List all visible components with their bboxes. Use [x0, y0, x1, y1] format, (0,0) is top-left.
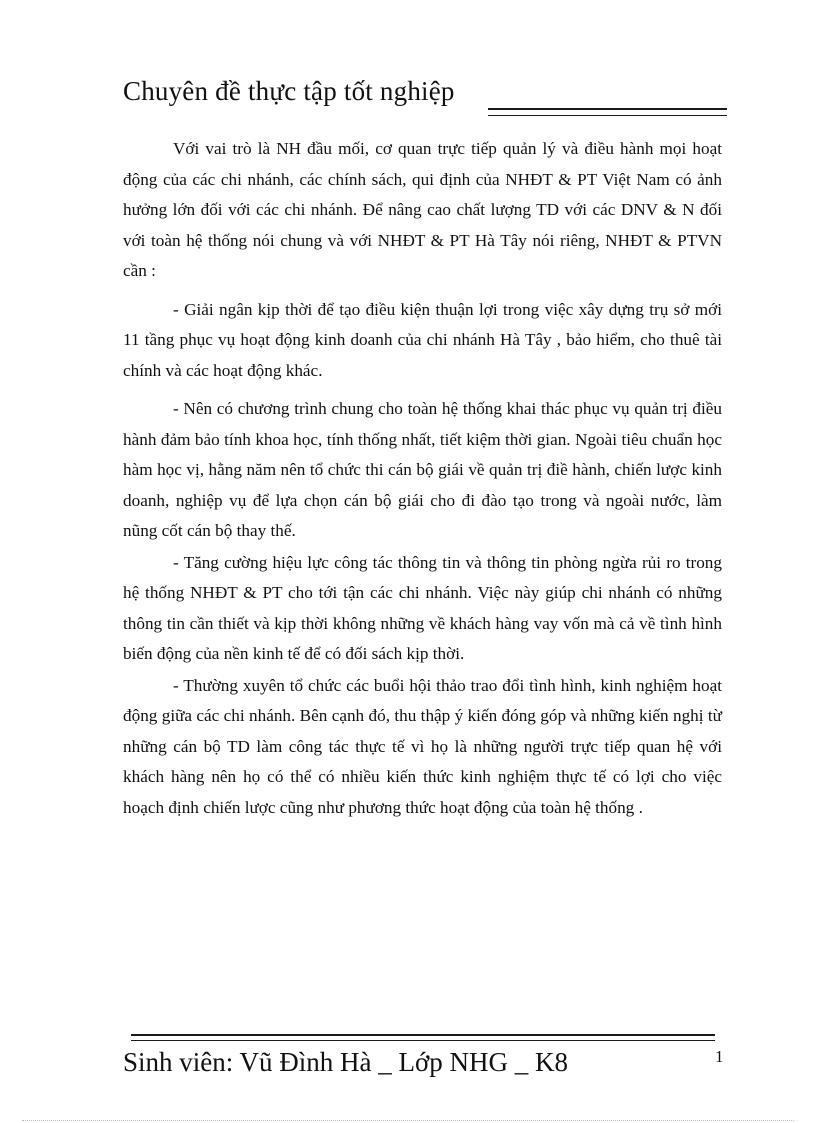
- page-number: 1: [715, 1047, 724, 1066]
- page-bottom-border: [22, 1120, 794, 1121]
- header-title: Chuyên đề thực tập tốt nghiệp: [123, 76, 455, 106]
- footer-rule: [131, 1034, 715, 1041]
- page-header: [123, 76, 727, 116]
- footer-line: [123, 1047, 731, 1081]
- paragraph-item: - Nên có chương trình chung cho toàn hệ thống khai thác phục vụ quản trị điều hành đảm bảo tính khoa học, tính thống nhất, tiết kiệm thời gian. Ngoài tiêu chuẩn học hàm học vị, hằng năm nên tổ chức thi cán bộ giái về quản trị điề hành, chiến lược kinh doanh, nghiệp vụ để lựa chọn cán bộ giái cho đi đào tạo trong và ngoài nước, làm nũng cốt cán bộ thay thế.: [123, 399, 722, 540]
- paragraph-intro: Với vai trò là NH đầu mối, cơ quan trực tiếp quản lý và điều hành mọi hoạt động của các chi nhánh, các chính sách, qui định của NHĐT & PT Việt Nam có ảnh hưởng lớn đối với các chi nhánh. Để nâng cao chất lượng TD với các DNV & N đối với toàn hệ thống nói chung và với NHĐT & PT Hà Tây nói riêng, NHĐT & PTVN cần :: [123, 139, 722, 280]
- body-text: [123, 134, 722, 831]
- footer-text: Sinh viên: Vũ Đình Hà _ Lớp NHG _ K8: [123, 1047, 569, 1077]
- page-footer: [123, 1034, 731, 1081]
- paragraph-item: - Thường xuyên tổ chức các buổi hội thảo trao đổi tình hình, kinh nghiệm hoạt động giữa các chi nhánh. Bên cạnh đó, thu thập ý kiến đóng góp và những kiến nghị từ những cán bộ TD làm công tác thực tế vì họ là những người trực tiếp quan hệ với khách hàng nên họ có thể có nhiều kiến thức kinh nghiệm thực tế có lợi cho việc hoạch định chiến lược cũng như phương thức hoạt động của toàn hệ thống .: [123, 675, 722, 817]
- paragraph-item: - Giải ngân kịp thời để tạo điều kiện thuận lợi trong việc xây dựng trụ sở mới 11 tầng phục vụ hoạt động kinh doanh của chi nhánh Hà Tây , bảo hiểm, cho thuê tài chính và các hoạt động khác.: [123, 299, 722, 380]
- header-rule: [488, 108, 727, 116]
- paragraph-item: - Tăng cường hiệu lực công tác thông tin và thông tin phòng ngừa rủi ro trong hệ thống NHĐT & PT cho tới tận các chi nhánh. Việc này giúp chi nhánh có những thông tin cần thiết và kịp thời không những về khách hàng vay vốn mà cả về tình hình biến động của nền kinh tế để có đối sách kịp thời.: [123, 552, 722, 663]
